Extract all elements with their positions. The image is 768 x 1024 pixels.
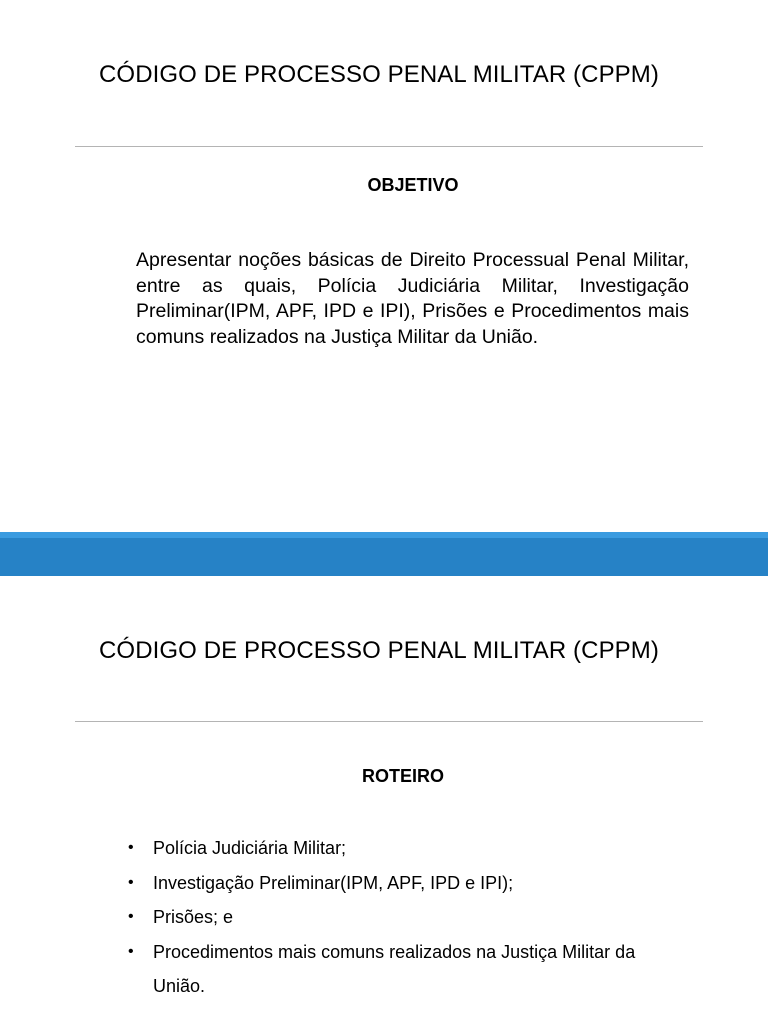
section-heading-roteiro: ROTEIRO [361,766,444,786]
slide-title: CÓDIGO DE PROCESSO PENAL MILITAR (CPPM) [99,637,659,664]
list-item-text: Polícia Judiciária Militar; [153,838,347,858]
list-item [128,866,688,901]
section-heading-objetivo: OBJETIVO [367,175,459,195]
objective-text: Apresentar noções básicas de Direito Processual Penal Militar, entre as quais, Polícia Judiciária Militar, Investigação Preliminar(IPM, APF, IPD e IPI), Prisões e Procedimentos mais comuns realizados na Justiça Militar da União. [136,249,689,348]
list-item [128,831,688,866]
list-item [128,935,688,1004]
agenda-list [128,831,688,1004]
bullet-icon: • [128,873,134,891]
title-divider [75,146,703,147]
slide-roteiro [0,576,768,1024]
list-item-text: Procedimentos mais comuns realizados na Justiça Militar da União. [153,941,636,996]
slide-separator-highlight [0,532,768,538]
slide-separator-band [0,532,768,576]
bullet-icon: • [128,908,134,925]
slide-title: CÓDIGO DE PROCESSO PENAL MILITAR (CPPM) [99,61,659,88]
bullet-icon: • [128,942,134,960]
list-item [128,900,688,935]
title-divider [75,721,703,722]
list-item-text: Prisões; e [153,907,234,927]
list-item-text: Investigação Preliminar(IPM, APF, IPD e IPI); [153,872,514,893]
bullet-icon: • [128,839,134,856]
